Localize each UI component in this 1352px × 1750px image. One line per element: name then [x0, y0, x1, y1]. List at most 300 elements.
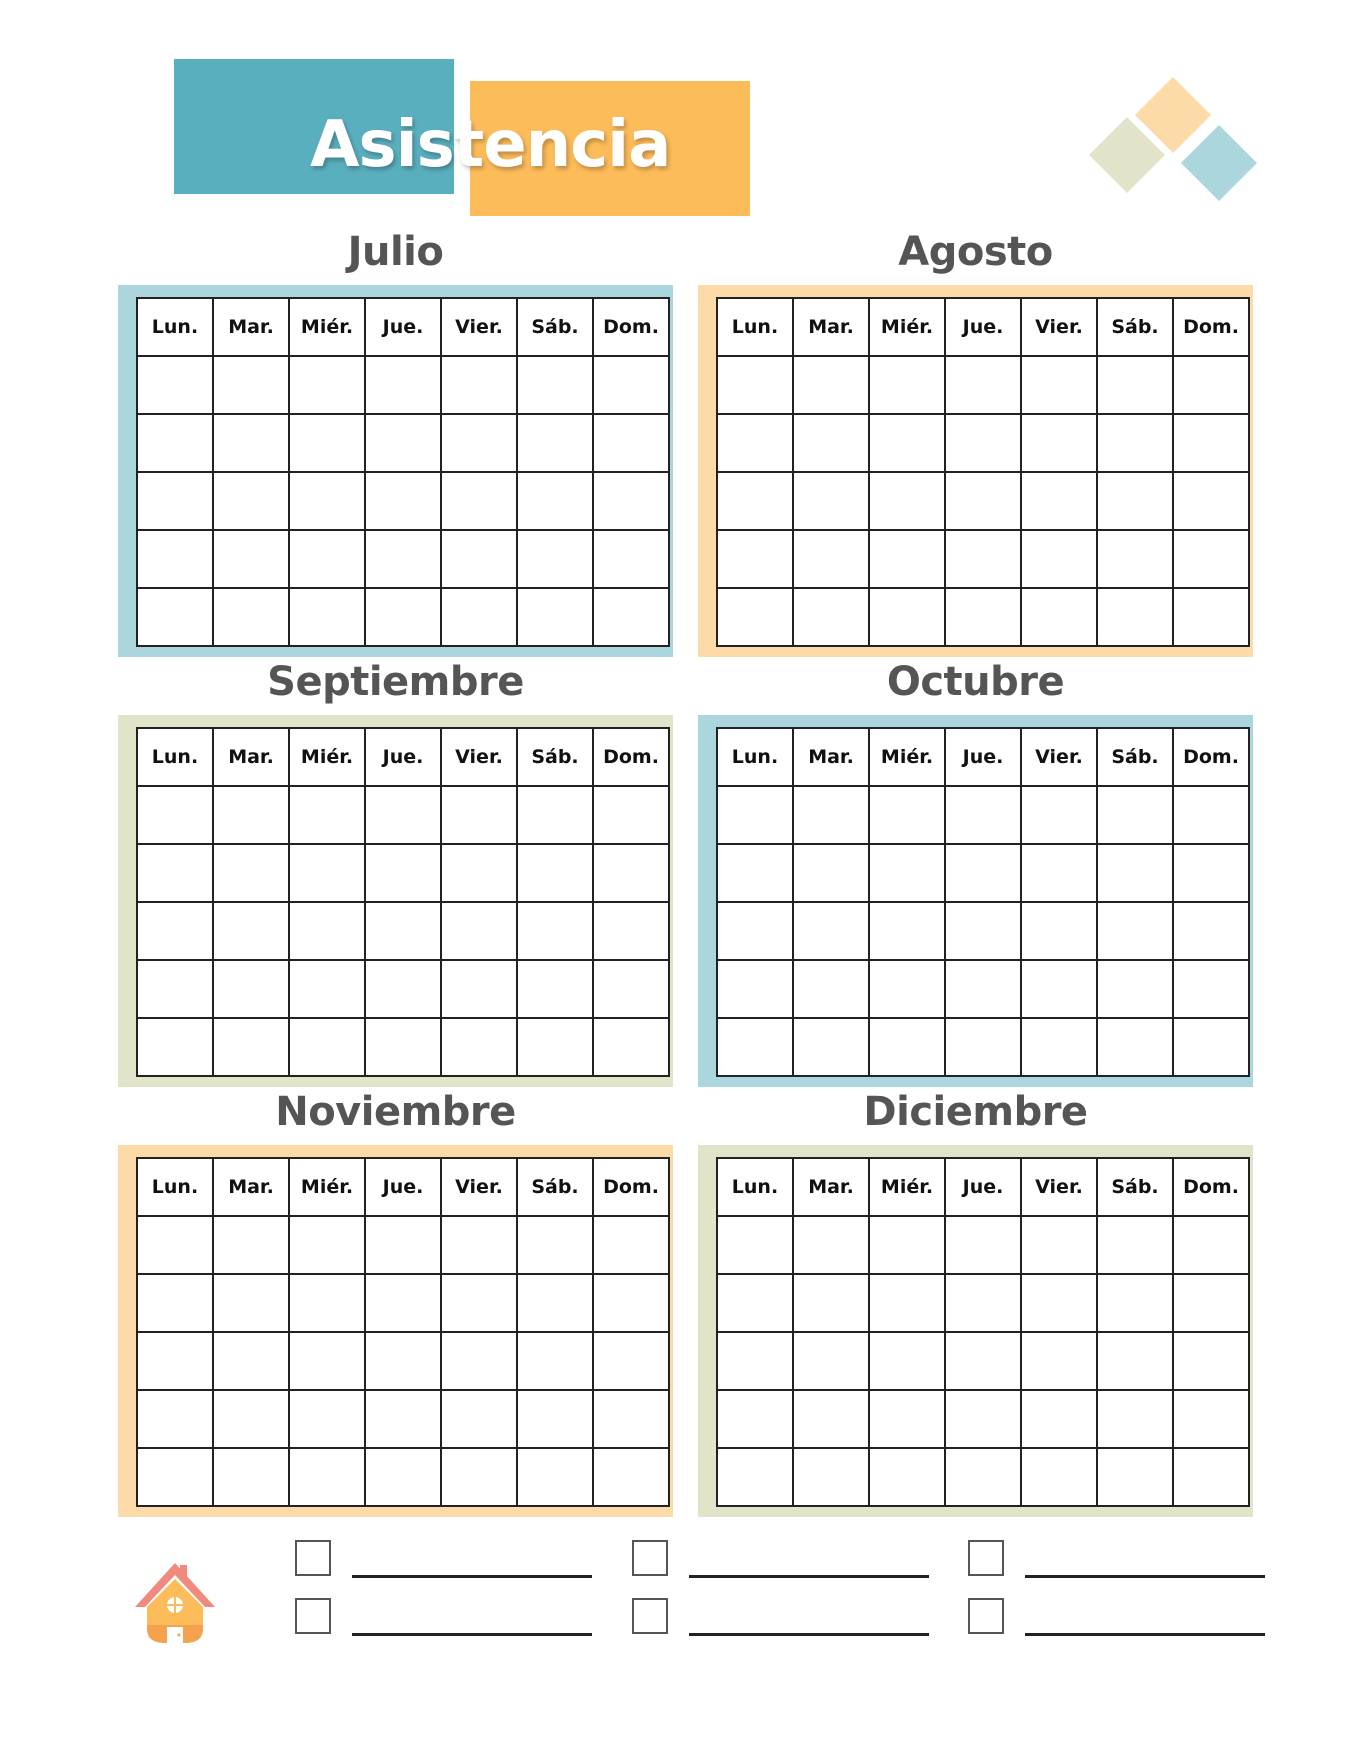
weekday-header: Jue.	[945, 298, 1021, 356]
day-cell[interactable]	[717, 530, 793, 588]
day-cell[interactable]	[441, 1448, 517, 1506]
weekday-header-row	[137, 298, 669, 356]
day-cell[interactable]	[869, 1274, 945, 1332]
day-cell[interactable]	[441, 1018, 517, 1076]
day-cell[interactable]	[717, 1448, 793, 1506]
day-cell[interactable]	[945, 960, 1021, 1018]
day-cell[interactable]	[945, 530, 1021, 588]
weekday-header: Mar.	[793, 298, 869, 356]
day-cell[interactable]	[1173, 356, 1249, 414]
day-cell[interactable]	[137, 1216, 213, 1274]
day-cell[interactable]	[869, 356, 945, 414]
day-cell[interactable]	[441, 960, 517, 1018]
day-cell[interactable]	[365, 588, 441, 646]
day-cell[interactable]	[213, 1216, 289, 1274]
week-row	[717, 844, 1249, 902]
weekday-header: Miér.	[289, 298, 365, 356]
day-cell[interactable]	[593, 960, 669, 1018]
day-cell[interactable]	[1021, 1216, 1097, 1274]
diamond-decoration-icon	[1085, 75, 1265, 215]
day-cell[interactable]	[593, 844, 669, 902]
day-cell[interactable]	[1173, 472, 1249, 530]
day-cell[interactable]	[945, 1018, 1021, 1076]
write-in-line[interactable]	[1025, 1633, 1265, 1636]
day-cell[interactable]	[869, 414, 945, 472]
attendance-grid	[716, 297, 1250, 647]
day-cell[interactable]	[1097, 414, 1173, 472]
day-cell[interactable]	[441, 472, 517, 530]
day-cell[interactable]	[793, 356, 869, 414]
day-cell[interactable]	[1021, 1274, 1097, 1332]
day-cell[interactable]	[517, 1332, 593, 1390]
day-cell[interactable]	[289, 844, 365, 902]
day-cell[interactable]	[517, 1018, 593, 1076]
day-cell[interactable]	[441, 356, 517, 414]
day-cell[interactable]	[593, 902, 669, 960]
day-cell[interactable]	[365, 414, 441, 472]
weekday-header: Mar.	[213, 1158, 289, 1216]
day-cell[interactable]	[717, 1390, 793, 1448]
weekday-header: Mar.	[213, 728, 289, 786]
month-frame	[698, 1145, 1253, 1517]
day-cell[interactable]	[1097, 786, 1173, 844]
day-cell[interactable]	[593, 1332, 669, 1390]
day-cell[interactable]	[289, 1390, 365, 1448]
day-cell[interactable]	[717, 356, 793, 414]
day-cell[interactable]	[137, 844, 213, 902]
day-cell[interactable]	[1097, 1274, 1173, 1332]
day-cell[interactable]	[1021, 1448, 1097, 1506]
weekday-header: Dom.	[1173, 298, 1249, 356]
day-cell[interactable]	[365, 902, 441, 960]
weekday-header: Jue.	[365, 1158, 441, 1216]
day-cell[interactable]	[517, 1274, 593, 1332]
day-cell[interactable]	[1173, 1018, 1249, 1076]
day-cell[interactable]	[1021, 588, 1097, 646]
day-cell[interactable]	[717, 786, 793, 844]
weekday-header: Sáb.	[517, 728, 593, 786]
day-cell[interactable]	[793, 1274, 869, 1332]
day-cell[interactable]	[1097, 960, 1173, 1018]
month-frame	[118, 715, 673, 1087]
weekday-header: Mar.	[793, 1158, 869, 1216]
day-cell[interactable]	[869, 1390, 945, 1448]
week-row	[137, 786, 669, 844]
day-cell[interactable]	[289, 530, 365, 588]
day-cell[interactable]	[213, 1390, 289, 1448]
day-cell[interactable]	[1173, 588, 1249, 646]
weekday-header-row	[137, 728, 669, 786]
day-cell[interactable]	[1173, 786, 1249, 844]
day-cell[interactable]	[1097, 1216, 1173, 1274]
day-cell[interactable]	[213, 530, 289, 588]
day-cell[interactable]	[365, 472, 441, 530]
attendance-grid	[136, 727, 670, 1077]
day-cell[interactable]	[1173, 1332, 1249, 1390]
day-cell[interactable]	[593, 1274, 669, 1332]
write-in-line[interactable]	[689, 1575, 929, 1578]
day-cell[interactable]	[1021, 1018, 1097, 1076]
day-cell[interactable]	[137, 472, 213, 530]
house-icon	[125, 1555, 225, 1650]
day-cell[interactable]	[945, 588, 1021, 646]
month-title: Diciembre	[863, 1089, 1088, 1135]
day-cell[interactable]	[1021, 902, 1097, 960]
week-row	[137, 960, 669, 1018]
weekday-header: Dom.	[593, 728, 669, 786]
day-cell[interactable]	[869, 844, 945, 902]
weekday-header: Miér.	[289, 728, 365, 786]
day-cell[interactable]	[945, 356, 1021, 414]
week-row	[717, 1390, 1249, 1448]
day-cell[interactable]	[517, 844, 593, 902]
day-cell[interactable]	[793, 1332, 869, 1390]
week-row	[137, 472, 669, 530]
day-cell[interactable]	[289, 356, 365, 414]
day-cell[interactable]	[517, 786, 593, 844]
day-cell[interactable]	[365, 960, 441, 1018]
day-cell[interactable]	[441, 786, 517, 844]
checkbox[interactable]	[632, 1598, 668, 1634]
day-cell[interactable]	[213, 960, 289, 1018]
day-cell[interactable]	[1173, 530, 1249, 588]
day-cell[interactable]	[213, 1274, 289, 1332]
day-cell[interactable]	[793, 1448, 869, 1506]
weekday-header: Lun.	[717, 298, 793, 356]
day-cell[interactable]	[793, 902, 869, 960]
day-cell[interactable]	[365, 1216, 441, 1274]
day-cell[interactable]	[365, 530, 441, 588]
day-cell[interactable]	[213, 786, 289, 844]
day-cell[interactable]	[793, 472, 869, 530]
day-cell[interactable]	[717, 960, 793, 1018]
day-cell[interactable]	[793, 844, 869, 902]
week-row	[717, 414, 1249, 472]
day-cell[interactable]	[869, 588, 945, 646]
day-cell[interactable]	[593, 1448, 669, 1506]
day-cell[interactable]	[213, 414, 289, 472]
day-cell[interactable]	[945, 1274, 1021, 1332]
day-cell[interactable]	[717, 1332, 793, 1390]
write-in-line[interactable]	[1025, 1575, 1265, 1578]
day-cell[interactable]	[945, 1216, 1021, 1274]
day-cell[interactable]	[1021, 960, 1097, 1018]
day-cell[interactable]	[517, 588, 593, 646]
day-cell[interactable]	[365, 356, 441, 414]
month-title: Julio	[347, 229, 444, 275]
day-cell[interactable]	[213, 902, 289, 960]
day-cell[interactable]	[1173, 414, 1249, 472]
day-cell[interactable]	[593, 472, 669, 530]
week-row	[717, 960, 1249, 1018]
weekday-header: Dom.	[593, 1158, 669, 1216]
day-cell[interactable]	[717, 844, 793, 902]
day-cell[interactable]	[365, 844, 441, 902]
weekday-header-row	[717, 1158, 1249, 1216]
day-cell[interactable]	[137, 530, 213, 588]
day-cell[interactable]	[289, 1332, 365, 1390]
day-cell[interactable]	[593, 1216, 669, 1274]
day-cell[interactable]	[1097, 472, 1173, 530]
day-cell[interactable]	[717, 1274, 793, 1332]
day-cell[interactable]	[213, 356, 289, 414]
month-frame	[118, 285, 673, 657]
weekday-header: Sáb.	[517, 1158, 593, 1216]
weekday-header: Jue.	[365, 728, 441, 786]
day-cell[interactable]	[1021, 844, 1097, 902]
day-cell[interactable]	[945, 844, 1021, 902]
day-cell[interactable]	[1173, 1448, 1249, 1506]
day-cell[interactable]	[1097, 1448, 1173, 1506]
day-cell[interactable]	[717, 472, 793, 530]
day-cell[interactable]	[945, 472, 1021, 530]
checkbox[interactable]	[968, 1540, 1004, 1576]
day-cell[interactable]	[1021, 356, 1097, 414]
day-cell[interactable]	[365, 1332, 441, 1390]
day-cell[interactable]	[593, 786, 669, 844]
day-cell[interactable]	[869, 786, 945, 844]
month-frame	[118, 1145, 673, 1517]
day-cell[interactable]	[1021, 530, 1097, 588]
attendance-grid	[136, 297, 670, 647]
week-row	[717, 356, 1249, 414]
week-row	[137, 356, 669, 414]
day-cell[interactable]	[793, 1018, 869, 1076]
week-row	[717, 1018, 1249, 1076]
day-cell[interactable]	[1097, 1018, 1173, 1076]
month-frame	[698, 715, 1253, 1087]
day-cell[interactable]	[289, 1018, 365, 1076]
attendance-grid	[716, 1157, 1250, 1507]
day-cell[interactable]	[213, 844, 289, 902]
week-row	[717, 530, 1249, 588]
day-cell[interactable]	[213, 1332, 289, 1390]
day-cell[interactable]	[289, 1448, 365, 1506]
day-cell[interactable]	[1097, 588, 1173, 646]
attendance-grid	[136, 1157, 670, 1507]
day-cell[interactable]	[441, 902, 517, 960]
day-cell[interactable]	[137, 414, 213, 472]
checkbox[interactable]	[968, 1598, 1004, 1634]
day-cell[interactable]	[593, 414, 669, 472]
weekday-header: Vier.	[441, 728, 517, 786]
day-cell[interactable]	[717, 902, 793, 960]
week-row	[137, 1018, 669, 1076]
day-cell[interactable]	[213, 472, 289, 530]
day-cell[interactable]	[365, 1448, 441, 1506]
day-cell[interactable]	[213, 588, 289, 646]
day-cell[interactable]	[137, 1274, 213, 1332]
day-cell[interactable]	[869, 1332, 945, 1390]
day-cell[interactable]	[945, 1390, 1021, 1448]
day-cell[interactable]	[1097, 902, 1173, 960]
day-cell[interactable]	[945, 902, 1021, 960]
day-cell[interactable]	[517, 1390, 593, 1448]
day-cell[interactable]	[945, 1448, 1021, 1506]
weekday-header: Jue.	[365, 298, 441, 356]
day-cell[interactable]	[869, 530, 945, 588]
day-cell[interactable]	[717, 1216, 793, 1274]
day-cell[interactable]	[365, 1390, 441, 1448]
day-cell[interactable]	[793, 786, 869, 844]
day-cell[interactable]	[441, 1332, 517, 1390]
day-cell[interactable]	[945, 1332, 1021, 1390]
checkbox[interactable]	[295, 1598, 331, 1634]
day-cell[interactable]	[593, 1018, 669, 1076]
day-cell[interactable]	[593, 588, 669, 646]
month-title: Noviembre	[275, 1089, 516, 1135]
day-cell[interactable]	[137, 786, 213, 844]
day-cell[interactable]	[441, 414, 517, 472]
day-cell[interactable]	[1097, 1390, 1173, 1448]
day-cell[interactable]	[793, 1390, 869, 1448]
day-cell[interactable]	[1097, 356, 1173, 414]
day-cell[interactable]	[517, 960, 593, 1018]
day-cell[interactable]	[1097, 530, 1173, 588]
day-cell[interactable]	[289, 902, 365, 960]
weekday-header: Miér.	[869, 1158, 945, 1216]
week-row	[137, 1274, 669, 1332]
day-cell[interactable]	[441, 844, 517, 902]
week-row	[717, 902, 1249, 960]
day-cell[interactable]	[793, 1216, 869, 1274]
day-cell[interactable]	[441, 1390, 517, 1448]
day-cell[interactable]	[365, 1274, 441, 1332]
week-row	[717, 1448, 1249, 1506]
weekday-header: Dom.	[1173, 728, 1249, 786]
day-cell[interactable]	[717, 414, 793, 472]
weekday-header: Vier.	[441, 1158, 517, 1216]
day-cell[interactable]	[869, 1216, 945, 1274]
day-cell[interactable]	[289, 960, 365, 1018]
weekday-header: Dom.	[593, 298, 669, 356]
day-cell[interactable]	[289, 786, 365, 844]
day-cell[interactable]	[1021, 1332, 1097, 1390]
day-cell[interactable]	[441, 1216, 517, 1274]
day-cell[interactable]	[945, 414, 1021, 472]
day-cell[interactable]	[1173, 902, 1249, 960]
day-cell[interactable]	[289, 1274, 365, 1332]
week-row	[717, 786, 1249, 844]
weekday-header-row	[137, 1158, 669, 1216]
day-cell[interactable]	[869, 902, 945, 960]
day-cell[interactable]	[869, 1448, 945, 1506]
day-cell[interactable]	[517, 530, 593, 588]
day-cell[interactable]	[289, 588, 365, 646]
weekday-header: Lun.	[137, 298, 213, 356]
weekday-header: Sáb.	[1097, 728, 1173, 786]
write-in-line[interactable]	[689, 1633, 929, 1636]
weekday-header: Miér.	[869, 298, 945, 356]
day-cell[interactable]	[137, 588, 213, 646]
week-row	[137, 414, 669, 472]
day-cell[interactable]	[365, 1018, 441, 1076]
checkbox[interactable]	[295, 1540, 331, 1576]
week-row	[137, 1216, 669, 1274]
day-cell[interactable]	[593, 1390, 669, 1448]
day-cell[interactable]	[869, 960, 945, 1018]
day-cell[interactable]	[289, 1216, 365, 1274]
day-cell[interactable]	[1021, 414, 1097, 472]
day-cell[interactable]	[137, 902, 213, 960]
day-cell[interactable]	[1021, 472, 1097, 530]
day-cell[interactable]	[717, 588, 793, 646]
weekday-header: Vier.	[1021, 298, 1097, 356]
day-cell[interactable]	[517, 472, 593, 530]
day-cell[interactable]	[137, 960, 213, 1018]
day-cell[interactable]	[213, 1448, 289, 1506]
write-in-line[interactable]	[352, 1575, 592, 1578]
day-cell[interactable]	[137, 1448, 213, 1506]
week-row	[137, 1332, 669, 1390]
day-cell[interactable]	[517, 1216, 593, 1274]
day-cell[interactable]	[793, 588, 869, 646]
day-cell[interactable]	[1173, 960, 1249, 1018]
week-row	[137, 1448, 669, 1506]
day-cell[interactable]	[365, 786, 441, 844]
day-cell[interactable]	[213, 1018, 289, 1076]
month-title: Septiembre	[267, 659, 524, 705]
weekday-header-row	[717, 298, 1249, 356]
day-cell[interactable]	[517, 356, 593, 414]
day-cell[interactable]	[441, 588, 517, 646]
day-cell[interactable]	[1021, 786, 1097, 844]
day-cell[interactable]	[793, 414, 869, 472]
write-in-line[interactable]	[352, 1633, 592, 1636]
day-cell[interactable]	[593, 356, 669, 414]
day-cell[interactable]	[1097, 1332, 1173, 1390]
day-cell[interactable]	[945, 786, 1021, 844]
day-cell[interactable]	[137, 1332, 213, 1390]
day-cell[interactable]	[441, 530, 517, 588]
weekday-header: Vier.	[441, 298, 517, 356]
checkbox[interactable]	[632, 1540, 668, 1576]
day-cell[interactable]	[289, 414, 365, 472]
day-cell[interactable]	[289, 472, 365, 530]
day-cell[interactable]	[517, 1448, 593, 1506]
week-row	[137, 844, 669, 902]
week-row	[137, 1390, 669, 1448]
day-cell[interactable]	[1097, 844, 1173, 902]
weekday-header: Jue.	[945, 728, 1021, 786]
day-cell[interactable]	[1173, 1216, 1249, 1274]
weekday-header: Mar.	[213, 298, 289, 356]
day-cell[interactable]	[137, 356, 213, 414]
month-title: Agosto	[898, 229, 1053, 275]
day-cell[interactable]	[441, 1274, 517, 1332]
day-cell[interactable]	[137, 1018, 213, 1076]
day-cell[interactable]	[517, 414, 593, 472]
weekday-header: Vier.	[1021, 1158, 1097, 1216]
day-cell[interactable]	[1021, 1390, 1097, 1448]
day-cell[interactable]	[1173, 1274, 1249, 1332]
day-cell[interactable]	[517, 902, 593, 960]
day-cell[interactable]	[593, 530, 669, 588]
day-cell[interactable]	[137, 1390, 213, 1448]
day-cell[interactable]	[1173, 1390, 1249, 1448]
day-cell[interactable]	[869, 1018, 945, 1076]
weekday-header: Mar.	[793, 728, 869, 786]
month-frame	[698, 285, 1253, 657]
week-row	[717, 472, 1249, 530]
day-cell[interactable]	[869, 472, 945, 530]
week-row	[137, 588, 669, 646]
day-cell[interactable]	[1173, 844, 1249, 902]
day-cell[interactable]	[793, 960, 869, 1018]
day-cell[interactable]	[793, 530, 869, 588]
month-title: Octubre	[886, 659, 1065, 705]
day-cell[interactable]	[717, 1018, 793, 1076]
